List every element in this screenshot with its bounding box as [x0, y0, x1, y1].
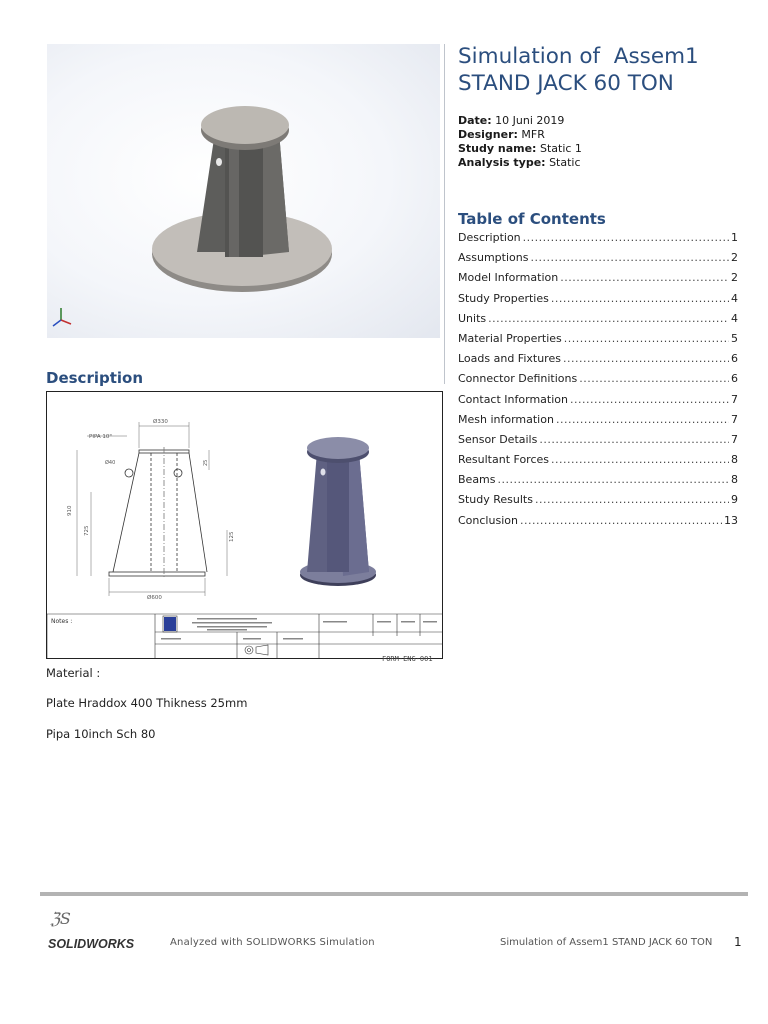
column-divider — [444, 44, 445, 384]
axis-triad-icon — [53, 308, 71, 326]
drawing-dim-small: 25 — [203, 459, 209, 466]
iso-view — [300, 437, 376, 586]
toc-item[interactable]: Study Results ..... 9 — [458, 493, 738, 513]
toc-item[interactable]: Conclusion ..... 13 — [458, 514, 738, 534]
meta-date — [458, 114, 564, 127]
toc-item[interactable]: Sensor Details ..... 7 — [458, 433, 738, 453]
stand-jack-3d-render — [47, 44, 440, 338]
toc-item[interactable]: Connector Definitions ..... 6 — [458, 372, 738, 392]
material-plate: Plate Hraddox 400 Thikness 25mm — [46, 696, 248, 710]
date-label: Date: — [458, 114, 492, 127]
toc-item[interactable]: Description ..... 1 — [458, 231, 738, 251]
toc-title: Table of Contents — [458, 210, 606, 228]
toc-item[interactable]: Mesh information ..... 7 — [458, 413, 738, 433]
solidworks-logo — [46, 906, 154, 950]
drawing-form-code: FORM-ENG-001 — [382, 655, 433, 663]
date-value: 10 Juni 2019 — [495, 114, 565, 127]
drawing-dim-hole: Ø40 — [105, 460, 116, 466]
company-logo-icon — [164, 617, 176, 631]
analysis-value: Static — [549, 156, 581, 169]
drawing-dim-top: Ø330 — [153, 419, 168, 425]
center-pipe-highlight — [229, 139, 239, 257]
top-plate — [201, 106, 289, 144]
page-number: 1 — [734, 935, 742, 949]
title-block-text-lines — [161, 618, 437, 640]
drawing-pipe-label: PIPA 10" — [89, 434, 112, 440]
material-pipe: Pipa 10inch Sch 80 — [46, 727, 156, 741]
meta-analysis-type — [458, 156, 581, 169]
model-render-view — [47, 44, 440, 338]
toc-item[interactable]: Resultant Forces ..... 8 — [458, 453, 738, 473]
svg-text:ℨS: ℨS — [50, 909, 71, 928]
study-label: Study name: — [458, 142, 537, 155]
pin-hole — [216, 158, 222, 166]
front-view — [109, 447, 207, 578]
drawing-dim-height: 910 — [67, 505, 73, 516]
analysis-label: Analysis type: — [458, 156, 546, 169]
footer-doc-name: Simulation of Assem1 STAND JACK 60 TON — [500, 937, 713, 948]
document-title — [458, 43, 699, 97]
designer-value: MFR — [521, 128, 545, 141]
material-label: Material : — [46, 666, 101, 680]
drawing-sheet — [47, 392, 442, 658]
study-value: Static 1 — [539, 142, 582, 155]
toc-item[interactable]: Contact Information ..... 7 — [458, 393, 738, 413]
description-title: Description — [46, 369, 144, 387]
drawing-dim-side: 125 — [229, 531, 235, 542]
drawing-dim-bottom: Ø600 — [147, 595, 162, 601]
toc-item[interactable]: Beams ..... 8 — [458, 473, 738, 493]
projection-symbol-icon — [245, 645, 268, 655]
drawing-dim-inner: 725 — [84, 525, 90, 536]
footer-analyzed-with: Analyzed with SOLIDWORKS Simulation — [170, 937, 375, 948]
meta-study-name — [458, 142, 582, 155]
toc-item[interactable]: Loads and Fixtures ..... 6 — [458, 352, 738, 372]
toc-item[interactable]: Assumptions ..... 2 — [458, 251, 738, 271]
brand-name: SOLIDWORKS — [48, 937, 135, 950]
toc-item[interactable]: Study Properties ..... 4 — [458, 292, 738, 312]
title-line-1: Simulation of Assem1 — [458, 44, 699, 69]
title-block — [47, 614, 442, 658]
front-hole-left — [125, 469, 133, 477]
designer-label: Designer: — [458, 128, 518, 141]
engineering-drawing — [46, 391, 443, 659]
toc-item[interactable]: Units ..... 4 — [458, 312, 738, 332]
footer-rule — [40, 892, 748, 896]
front-hole-right — [174, 469, 182, 477]
toc-item[interactable]: Material Properties ..... 5 — [458, 332, 738, 352]
table-of-contents — [458, 231, 738, 534]
drawing-notes-label: Notes : — [51, 618, 73, 625]
toc-item[interactable]: Model Information ..... 2 — [458, 271, 738, 291]
meta-designer — [458, 128, 545, 141]
ds-logo-icon — [46, 906, 154, 950]
dimension-lines — [77, 422, 227, 596]
title-line-2: STAND JACK 60 TON — [458, 71, 674, 96]
